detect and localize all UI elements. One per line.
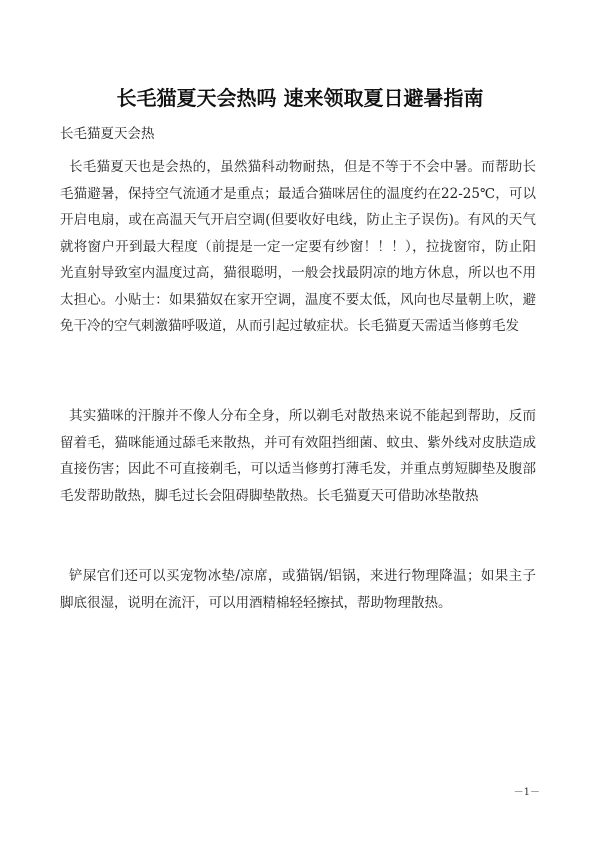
paragraph-2: 其实猫咪的汗腺并不像人分布全身，所以剃毛对散热来说不能起到帮助，反而留着毛，猫咪能通过舔毛来散热，并可有效阻挡细菌、蚊虫、紫外线对皮肤造成直接伤害；因此不可直接剃毛，可以适当修剪打薄毛发，并重点剪短脚垫及腹部毛发帮助散热，脚毛过长会阻碍脚垫散热。长毛猫夏天可借助冰垫散热	[60, 408, 536, 504]
section-heading: 长毛猫夏天会热	[60, 126, 155, 142]
page-number: －1－	[513, 787, 540, 798]
paragraph-1: 长毛猫夏天也是会热的，虽然猫科动物耐热，但是不等于不会中暑。而帮助长毛猫避暑，保持空气流通才是重点；最适合猫咪居住的温度约在22-25℃，可以开启电扇，或在高温天气开启空调(但要收好电线，防止主子误伤)。有风的天气就将窗户开到最大程度（前提是一定一定要有纱窗！！！），拉拢窗帘，防止阳光直射导致室内温度过高，猫很聪明，一般会找最阴凉的地方休息，所以也不用太担心。小贴士：如果猫奴在家开空调，温度不要太低，风向也尽量朝上吹，避免干冷的空气刺激猫呼吸道，从而引起过敏症状。长毛猫夏天需适当修剪毛发	[60, 159, 536, 334]
paragraph-3: 铲屎官们还可以买宠物冰垫/凉席，或猫锅/铝锅，来进行物理降温；如果主子脚底很湿，说明在流汗，可以用酒精棉轻轻擦拭，帮助物理散热。	[60, 568, 536, 611]
page-title: 长毛猫夏天会热吗 速来领取夏日避暑指南	[116, 86, 484, 110]
